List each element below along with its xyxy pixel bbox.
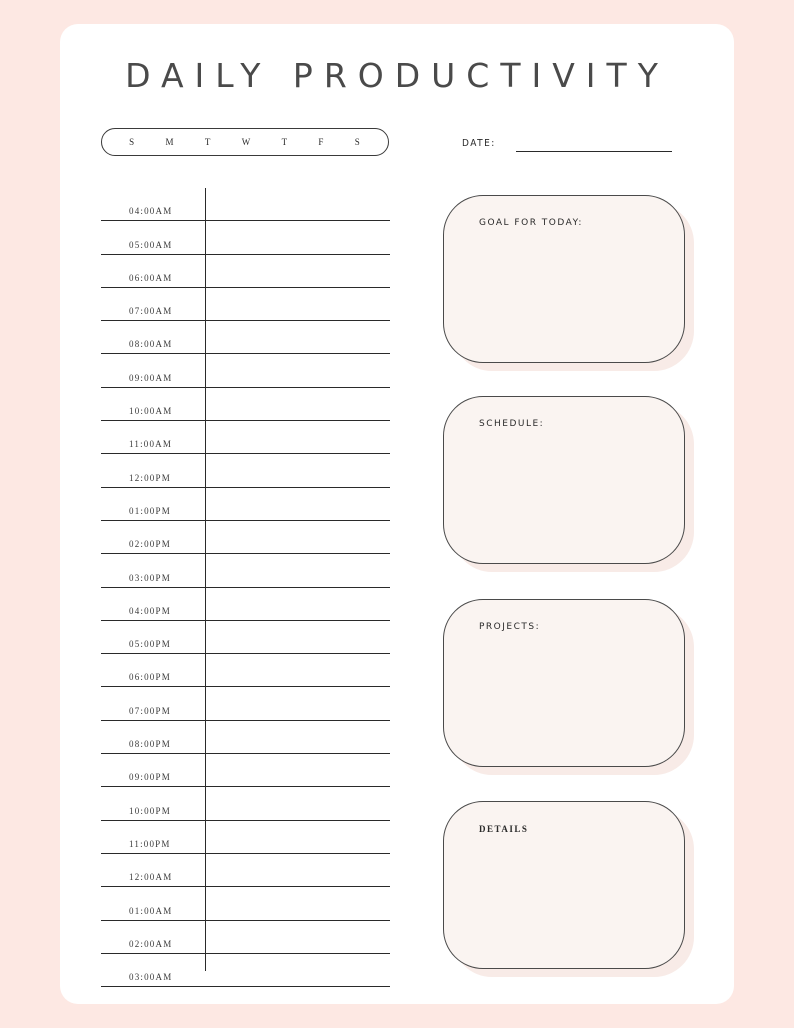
schedule-row[interactable] xyxy=(101,188,390,221)
time-label: 04:00PM xyxy=(129,605,171,616)
time-label: 02:00AM xyxy=(129,938,173,949)
schedule-row[interactable] xyxy=(101,388,390,421)
time-label: 04:00AM xyxy=(129,206,173,217)
schedule-row[interactable] xyxy=(101,321,390,354)
weekday-tuesday[interactable]: T xyxy=(204,137,212,147)
time-label: 08:00PM xyxy=(129,739,171,750)
schedule-row[interactable] xyxy=(101,454,390,487)
schedule-row[interactable] xyxy=(101,421,390,454)
schedule-row[interactable] xyxy=(101,221,390,254)
schedule-box xyxy=(443,396,695,572)
time-label: 06:00PM xyxy=(129,672,171,683)
goal-textarea[interactable] xyxy=(443,195,685,363)
time-label: 12:00AM xyxy=(129,872,173,883)
time-label: 12:00PM xyxy=(129,472,171,483)
details-box xyxy=(443,801,695,977)
time-label: 01:00PM xyxy=(129,505,171,516)
projects-label: PROJECTS: xyxy=(479,622,541,632)
hourly-schedule xyxy=(101,188,390,987)
time-label: 07:00AM xyxy=(129,306,173,317)
schedule-row[interactable] xyxy=(101,687,390,720)
time-label: 05:00PM xyxy=(129,639,171,650)
details-label: DETAILS xyxy=(479,824,529,834)
schedule-textarea[interactable] xyxy=(443,396,685,564)
schedule-row[interactable] xyxy=(101,255,390,288)
time-label: 11:00AM xyxy=(129,439,173,450)
schedule-row[interactable] xyxy=(101,754,390,787)
schedule-row[interactable] xyxy=(101,588,390,621)
schedule-row[interactable] xyxy=(101,721,390,754)
details-textarea[interactable] xyxy=(443,801,685,969)
schedule-row[interactable] xyxy=(101,787,390,820)
weekday-monday[interactable]: M xyxy=(165,137,175,147)
date-label: DATE: xyxy=(462,138,496,149)
schedule-row[interactable] xyxy=(101,954,390,987)
weekday-friday[interactable]: F xyxy=(318,137,325,147)
schedule-row[interactable] xyxy=(101,488,390,521)
time-label: 10:00PM xyxy=(129,805,171,816)
goal-label: GOAL FOR TODAY: xyxy=(479,218,583,228)
schedule-row[interactable] xyxy=(101,821,390,854)
time-label: 03:00AM xyxy=(129,972,173,983)
schedule-row[interactable] xyxy=(101,554,390,587)
time-label: 08:00AM xyxy=(129,339,173,350)
weekday-wednesday[interactable]: W xyxy=(241,137,252,147)
weekday-thursday[interactable]: T xyxy=(281,137,289,147)
schedule-row[interactable] xyxy=(101,354,390,387)
time-label: 09:00PM xyxy=(129,772,171,783)
time-label: 07:00PM xyxy=(129,705,171,716)
schedule-row[interactable] xyxy=(101,921,390,954)
weekday-selector[interactable] xyxy=(101,128,389,156)
time-label: 06:00AM xyxy=(129,272,173,283)
time-label: 11:00PM xyxy=(129,838,171,849)
time-label: 03:00PM xyxy=(129,572,171,583)
weekday-sunday[interactable]: S xyxy=(129,137,136,147)
schedule-row[interactable] xyxy=(101,887,390,920)
projects-box xyxy=(443,599,695,775)
time-label: 01:00AM xyxy=(129,905,173,916)
schedule-label: SCHEDULE: xyxy=(479,419,545,429)
projects-textarea[interactable] xyxy=(443,599,685,767)
schedule-row[interactable] xyxy=(101,854,390,887)
time-label: 02:00PM xyxy=(129,539,171,550)
time-label: 10:00AM xyxy=(129,406,173,417)
page-title: DAILY PRODUCTIVITY xyxy=(125,56,669,95)
goal-box xyxy=(443,195,695,371)
date-field[interactable] xyxy=(516,151,672,152)
time-label: 05:00AM xyxy=(129,239,173,250)
weekday-saturday[interactable]: S xyxy=(354,137,361,147)
schedule-row[interactable] xyxy=(101,654,390,687)
schedule-row[interactable] xyxy=(101,521,390,554)
schedule-row[interactable] xyxy=(101,621,390,654)
schedule-row[interactable] xyxy=(101,288,390,321)
time-label: 09:00AM xyxy=(129,372,173,383)
